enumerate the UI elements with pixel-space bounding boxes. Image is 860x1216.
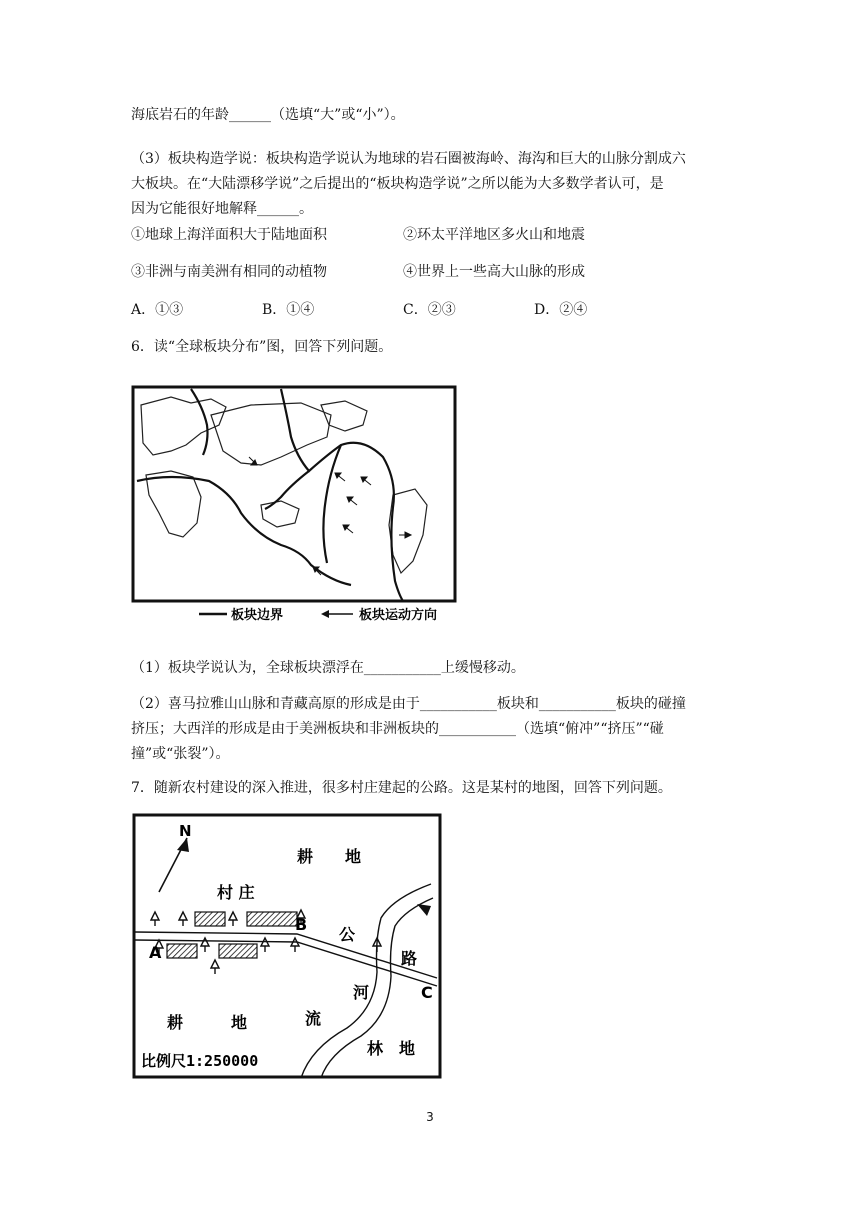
house-block	[167, 944, 197, 958]
q5-sub3-line2: 大板块。在“大陆漂移学说”之后提出的“板块构造学说”之所以能为大多数学者认可，是	[131, 176, 664, 192]
q6-sub2-line2: 挤压；大西洋的形成是由于美洲板块和非洲板块的___________（选填“俯冲”“挤压”“碰	[131, 721, 664, 737]
road-label-lu: 路	[401, 949, 418, 968]
house-block	[219, 944, 257, 958]
q7-title: 7．随新农村建设的深入推进，很多村庄建起的公路。这是某村的地图，回答下列问题。	[131, 780, 672, 796]
q5-option-1: ①地球上海洋面积大于陆地面积	[131, 227, 327, 243]
scale-label: 比例尺1:250000	[141, 1052, 259, 1070]
q6-sub2-line3: 撞”或“张裂”）。	[131, 746, 230, 762]
road-label-gong: 公	[339, 925, 356, 944]
plate-map-figure	[131, 385, 461, 630]
q5-line-a: 海底岩石的年龄______（选填“大”或“小”）。	[131, 107, 405, 123]
q5-sub3-line3: 因为它能很好地解释______。	[131, 201, 313, 217]
farmland-top-label: 耕 地	[297, 847, 362, 866]
q5-option-2: ②环太平洋地区多火山和地震	[403, 227, 585, 243]
q5-option-4: ④世界上一些高大山脉的形成	[403, 264, 585, 280]
point-c-label: C	[421, 983, 433, 1002]
legend-boundary-label: 板块边界	[231, 608, 284, 623]
q6-sub2-line1: （2）喜马拉雅山山脉和青藏高原的形成是由于___________板块和___________板块的碰撞	[131, 696, 686, 712]
q5-option-3: ③非洲与南美洲有相同的动植物	[131, 264, 327, 280]
north-label: N	[179, 822, 192, 840]
point-b-label: B	[295, 915, 308, 934]
point-a-label: A	[149, 943, 162, 962]
plate-map-frame	[133, 387, 455, 601]
q5-choice-d: D．②④	[534, 302, 588, 318]
village-label: 村 庄	[217, 883, 255, 902]
forest-label: 林 地	[367, 1039, 416, 1058]
house-block	[247, 912, 297, 926]
q5-choice-c: C．②③	[403, 302, 456, 318]
house-block	[195, 912, 225, 926]
legend-motion-label: 板块运动方向	[359, 608, 438, 623]
q6-title: 6．读“全球板块分布”图，回答下列问题。	[131, 339, 393, 355]
page-number: 3	[426, 1110, 434, 1124]
legend-arrow-head	[321, 610, 329, 618]
farmland-bottom-label: 耕 地	[167, 1013, 248, 1032]
q5-choice-b: B．①④	[262, 302, 315, 318]
river-label-liu: 流	[305, 1009, 322, 1028]
q6-sub1: （1）板块学说认为，全球板块漂浮在___________上缓慢移动。	[131, 660, 525, 676]
river-label-he: 河	[353, 983, 370, 1002]
q5-sub3-line1: （3）板块构造学说：板块构造学说认为地球的岩石圈被海岭、海沟和巨大的山脉分割成六	[131, 151, 686, 167]
q5-choice-a: A．①③	[131, 302, 184, 318]
village-map-figure	[131, 812, 445, 1082]
